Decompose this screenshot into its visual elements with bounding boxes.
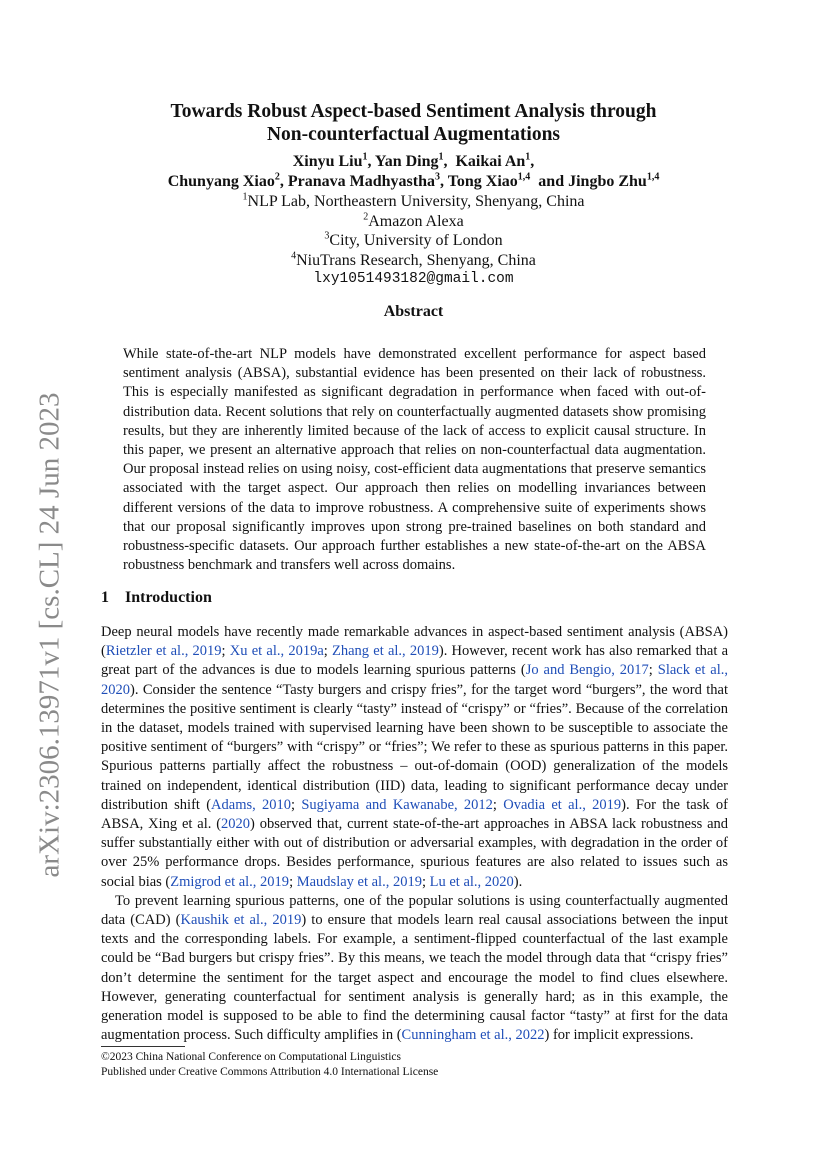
- text-run: ) to ensure that models learn real causal associations between the input texts and the corresponding labels. For example, a sentiment-flipped counterfactual of the last example could be “Bad burgers but crispy fries”. By this means, we teach the model through data that “crispy fries” don’t determine the sentiment for the target aspect and encourage the model to find clues elsewhere. However, generating counterfactual for sentiment analysis is generally hard; as in this example, the generation model is supposed to be able to find the determining causal factor “tasty” at first for the data augmentation process. Such difficulty amplifies in (: [101, 912, 728, 1044]
- affiliations: [0, 192, 827, 290]
- abstract-heading: Abstract: [383, 303, 444, 320]
- author-name: Kaikai An: [455, 153, 526, 170]
- footnote-rule: [101, 1046, 185, 1047]
- text-run: ). However, recent work has also remarked that a great part of the advances is due to models learning spurious patterns (: [101, 643, 729, 679]
- citation-link[interactable]: Rietzler et al., 2019: [105, 643, 222, 660]
- paper-title: [0, 100, 827, 146]
- citation-link[interactable]: Zmigrod et al., 2019: [170, 873, 290, 890]
- section-heading-introduction: [101, 589, 212, 607]
- contact-email[interactable]: lxy1051493182@gmail.com: [313, 271, 514, 288]
- abstract-text: While state-of-the-art NLP models have demonstrated excellent performance for aspect based sentiment analysis (ABSA), substantial evidence has been presented on their lack of robustness. This is especially manifested as significant degradation in performance when faced with out-of-distribution data. Recent solutions that rely on counterfactually augmented datasets show promising results, but they are inherently limited because of the lack of access to explicit causal structure. In this paper, we present an alternative approach that relies on non-counterfactual data augmentation. Our proposal instead relies on using noisy, cost-efficient data augmentations that preserve semantics associated with the target aspect. Our approach then relies on modelling invariances between different versions of the data to improve robustness. A comprehensive suite of experiments shows that our proposal significantly improves upon strong pre-trained baselines on both standard and robustness-specific datasets. Our approach further establishes a new state-of-the-art on the ABSA robustness benchmark and transfers well across domains.: [123, 346, 706, 574]
- text-run: ).: [513, 873, 523, 890]
- copyright-line: ©2023 China National Conference on Computational Linguistics: [101, 1051, 402, 1063]
- introduction-body: [101, 623, 728, 1045]
- section-title: Introduction: [125, 589, 212, 606]
- text-run: ;: [648, 662, 658, 679]
- text-run: ;: [221, 643, 230, 660]
- author-line-1: Xinyu Liu$^1$, Yan Ding$^1$, Kaikai An$^1$,: [292, 151, 535, 170]
- text-run: ;: [291, 796, 302, 813]
- arxiv-sidebar-stamp: arXiv:2306.13971v1 [cs.CL] 24 Jun 2023: [33, 392, 66, 878]
- text-run: ;: [492, 796, 504, 813]
- citation-link[interactable]: Zhang et al., 2019: [332, 643, 439, 660]
- text-run: Deep neural models have recently made remarkable advances in aspect-based sentiment analysis (ABSA) (: [101, 624, 728, 660]
- affiliation-2: [0, 212, 827, 232]
- author-name: Pranava Madhyastha: [287, 173, 435, 190]
- author-line-2: Chunyang Xiao$^2$, Pranava Madhyastha$^3$, Tong Xiao$^{1,4}$ and Jingbo Zhu$^{1,4}$: [167, 171, 660, 190]
- citation-link[interactable]: Lu et al., 2020: [429, 873, 514, 890]
- affiliation-3: [0, 231, 827, 251]
- author-sup: 2: [274, 171, 280, 183]
- citation-link[interactable]: Xu et al., 2019a: [229, 643, 324, 660]
- title-line-2: Non-counterfactual Augmentations: [266, 124, 561, 145]
- text-run: To prevent learning spurious patterns, one of the popular solutions is using counterfactually augmented data (CAD) (: [101, 892, 728, 929]
- author-name: Tong Xiao: [447, 173, 518, 190]
- citation-link[interactable]: Sugiyama and Kawanabe, 2012: [301, 796, 493, 813]
- author-name: Xinyu Liu: [292, 153, 363, 170]
- author-conjunction: and: [538, 173, 565, 190]
- text-run: ;: [421, 873, 430, 890]
- intro-paragraph-1: [101, 623, 728, 892]
- author-sup: 1: [438, 151, 444, 163]
- affiliation-sup: 4: [291, 250, 297, 262]
- affiliation-4: [0, 251, 827, 271]
- citation-link[interactable]: Adams, 2010: [211, 796, 292, 813]
- author-name: Yan Ding: [374, 153, 439, 170]
- author-sup: 1: [362, 151, 368, 163]
- text-run: ) observed that, current state-of-the-art approaches in ABSA lack robustness and suffer substantially either with out of distribution or adversarial examples, with degradation in the order of over 25% performance drops. Besides performance, spurious features are also related to issues such as social bias (: [101, 816, 728, 890]
- citation-link[interactable]: Maudslay et al., 2019: [296, 873, 422, 890]
- citation-link[interactable]: Cunningham et al., 2022: [401, 1027, 545, 1044]
- affiliation-text: City, University of London: [329, 232, 503, 250]
- intro-paragraph-2: [101, 892, 728, 1046]
- title-line-1: Towards Robust Aspect-based Sentiment Analysis through: [170, 101, 657, 122]
- affiliation-text: NLP Lab, Northeastern University, Shenyang, China: [247, 193, 585, 210]
- affiliation-sup: 3: [324, 230, 330, 242]
- text-run: ). Consider the sentence “Tasty burgers and crispy fries”, for the target word “burgers”, the word that determines the positive sentiment is clearly “tasty” instead of “crispy” or “fries”. Because of the correlation in the dataset, models trained with supervised learning have been shown to be susceptible to associate the positive sentiment of “burgers” with “crispy” or “fries”; We refer to these as spurious patterns in this paper. Spurious patterns partially affect the robustness – out-of-domain (OOD) generalization of the models trained on independent, identical distribution (IID) data, leading to significant performance decay under distribution shift (: [101, 681, 728, 813]
- author-name: Chunyang Xiao: [167, 173, 275, 190]
- author-name: Jingbo Zhu: [568, 173, 647, 190]
- citation-link[interactable]: Jo and Bengio, 2017: [525, 662, 649, 679]
- author-sup: 1,4: [646, 171, 660, 183]
- author-sup: 1,4: [517, 171, 531, 183]
- text-run: ). For the task of ABSA, Xing et al. (: [101, 796, 728, 833]
- citation-link[interactable]: Slack et al., 2020: [101, 662, 728, 698]
- affiliation-text: Amazon Alexa: [368, 212, 464, 230]
- citation-link[interactable]: Kaushik et al., 2019: [180, 912, 302, 929]
- affiliation-1: [0, 192, 827, 212]
- section-number: 1: [101, 589, 109, 606]
- author-sup: 3: [434, 171, 440, 183]
- text-run: ;: [323, 643, 333, 660]
- text-run: ) for implicit expressions.: [544, 1027, 694, 1044]
- affiliation-text: NiuTrans Research, Shenyang, China: [296, 251, 536, 269]
- citation-link[interactable]: 2020: [221, 816, 251, 833]
- text-run: ;: [289, 873, 297, 890]
- affiliation-sup: 1: [242, 191, 248, 203]
- footnote: [101, 1050, 438, 1080]
- license-line: Published under Creative Commons Attribution 4.0 International License: [101, 1066, 439, 1078]
- author-sup: 1: [525, 151, 531, 163]
- affiliation-sup: 2: [363, 211, 369, 223]
- citation-link[interactable]: Ovadia et al., 2019: [503, 796, 622, 813]
- author-list: [0, 152, 827, 192]
